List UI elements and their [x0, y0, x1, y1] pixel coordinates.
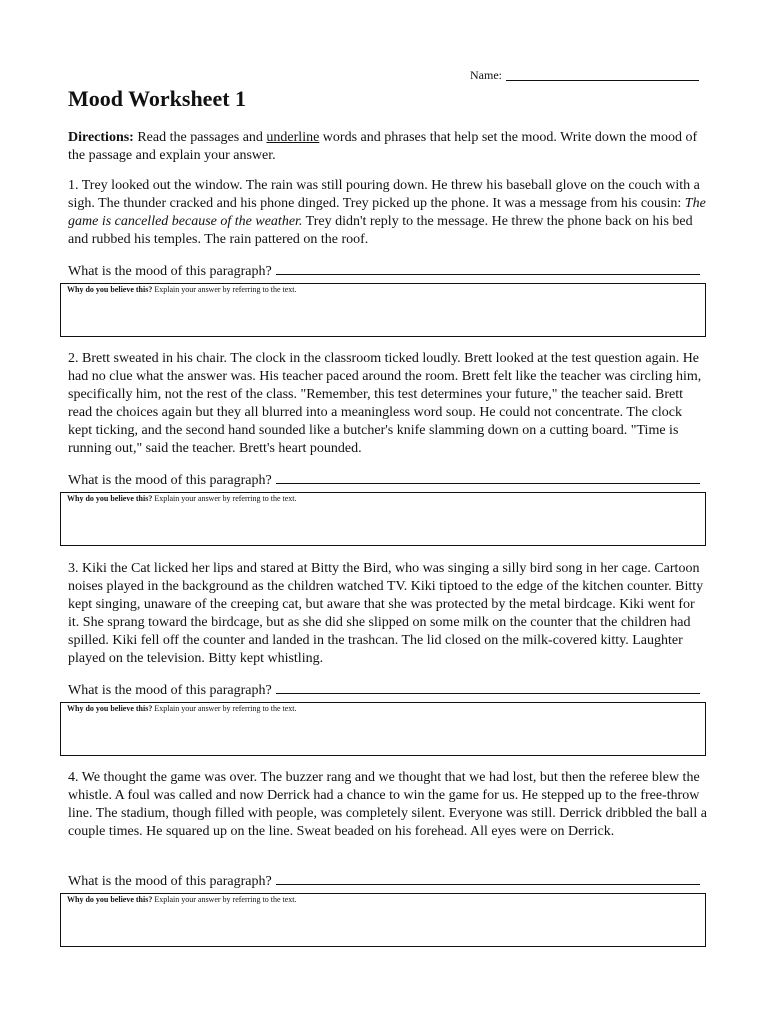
- directions-text-after: words and phrases that help set the mood. Write down the mood of the passage and explain your answer.: [68, 130, 698, 163]
- mood-question-2: [68, 470, 700, 490]
- mood-answer-line-4[interactable]: [276, 871, 700, 885]
- mood-answer-line-1[interactable]: [276, 261, 700, 275]
- directions-underlined-word: underline: [266, 130, 320, 145]
- name-field-line: [470, 68, 699, 83]
- passage-3: 3. Kiki the Cat licked her lips and stared at Bitty the Bird, who was singing a silly bird song in her cage. Cartoon noises played in the background as the children watched TV. Kiki tiptoed to the edge of the kitchen counter. Bitty kept singing, unaware of the creeping cat, but aware that she was protected by the metal birdcage. Kiki went for it. She sprang toward the birdcage, but as she did she slipped on some milk on the counter that the children had spilled. Kiki fell off the counter and landed in the trashcan. The lid closed on the milk-covered kitty. Laughter played on the television. Bitty kept whistling.: [68, 561, 704, 666]
- mood-question-1: [68, 261, 700, 281]
- passage-2: 2. Brett sweated in his chair. The clock in the classroom ticked loudly. Brett looked at the test question again. He had no clue what the answer was. His teacher paced around the room. Brett felt like the teacher was circling him, specifically him, not the rest of the class. "Remember, this test determines your future," the teacher said. Brett read the choices again but they all blurred into a meaningless word soup. He could not concentrate. The clock kept ticking, and the second hand sounded like a butcher's knife slamming down on a cutting board. "Time is running out," said the teacher. Brett's heart pounded.: [68, 351, 702, 456]
- directions-text-before: Read the passages and: [133, 130, 267, 145]
- mood-question-3: [68, 680, 700, 700]
- box-prompt-bold: Why do you believe this?: [67, 895, 153, 904]
- mood-question-4: [68, 871, 700, 891]
- box-prompt-bold: Why do you believe this?: [67, 704, 153, 713]
- mood-answer-line-3[interactable]: [276, 680, 700, 694]
- box-prompt-text: Explain your answer by referring to the text.: [152, 494, 297, 503]
- explanation-box-2[interactable]: [60, 492, 706, 546]
- box-prompt-text: Explain your answer by referring to the text.: [152, 895, 297, 904]
- mood-question-label: What is the mood of this paragraph?: [68, 683, 272, 698]
- passage-1-text-after: Trey didn't reply to the message. He threw the phone back on his bed and rubbed his temples. The rain pattered on the roof.: [68, 214, 693, 247]
- directions: [68, 129, 704, 165]
- passage-1-text-before: 1. Trey looked out the window. The rain was still pouring down. He threw his baseball glove on the couch with a sigh. The thunder cracked and his phone dinged. Trey picked up the phone. It was a message from his cousin:: [68, 178, 700, 211]
- page-title: Mood Worksheet 1: [68, 86, 247, 111]
- box-prompt-text: Explain your answer by referring to the text.: [152, 285, 297, 294]
- passage-1-italic-message: The game is cancelled because of the weather.: [68, 196, 706, 229]
- directions-label: Directions:: [68, 130, 134, 145]
- explanation-box-4[interactable]: [60, 893, 706, 947]
- box-prompt-bold: Why do you believe this?: [67, 285, 153, 294]
- box-prompt-bold: Why do you believe this?: [67, 494, 153, 503]
- name-blank[interactable]: [506, 80, 699, 81]
- mood-question-label: What is the mood of this paragraph?: [68, 874, 272, 889]
- box-prompt-text: Explain your answer by referring to the text.: [152, 704, 297, 713]
- explanation-box-3[interactable]: [60, 702, 706, 756]
- name-label: Name:: [470, 68, 502, 82]
- mood-answer-line-2[interactable]: [276, 470, 700, 484]
- explanation-box-1[interactable]: [60, 283, 706, 337]
- mood-question-label: What is the mood of this paragraph?: [68, 473, 272, 488]
- passage-1: [68, 177, 708, 249]
- passage-4: 4. We thought the game was over. The buzzer rang and we thought that we had lost, but then the referee blew the whistle. A foul was called and now Derrick had a chance to win the game for us. He stepped up to the free-throw line. The stadium, though filled with people, was completely silent. Everyone was still. Derrick dribbled the ball a couple times. He squared up on the line. Sweat beaded on his forehead. All eyes were on Derrick.: [68, 770, 707, 839]
- mood-question-label: What is the mood of this paragraph?: [68, 264, 272, 279]
